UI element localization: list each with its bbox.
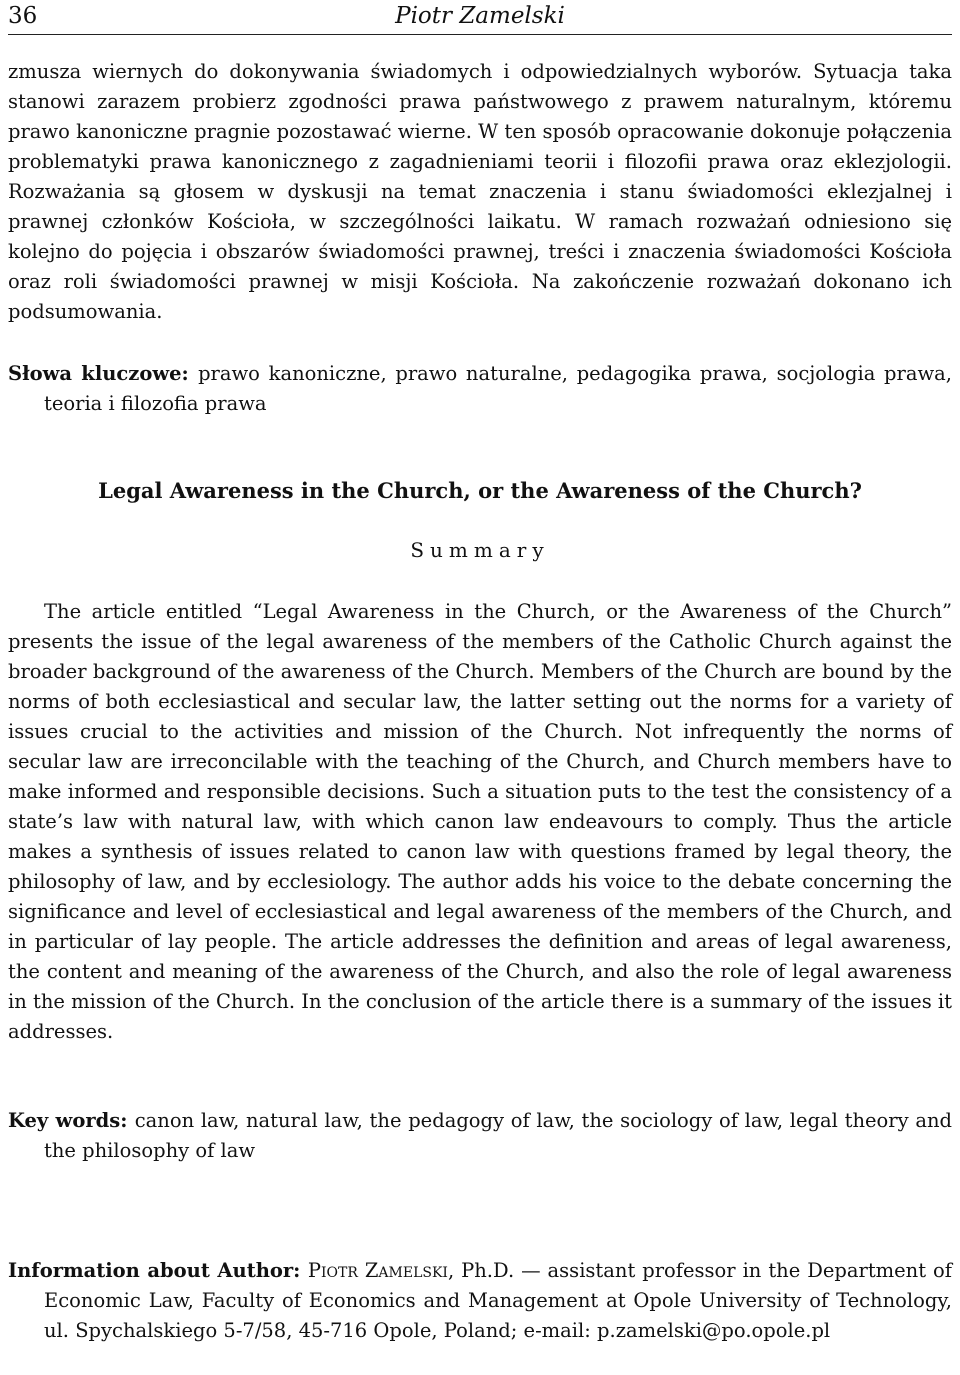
english-keywords-text: canon law, natural law, the pedagogy of law, the sociology of law, legal theory and the philosophy of law — [44, 1109, 952, 1162]
author-name: Piotr Zamelski — [307, 1259, 448, 1282]
page-header — [8, 0, 952, 35]
author-info-label: Information about Author: — [8, 1259, 308, 1282]
author-details: , Ph.D. — assistant professor in the Department of Economic Law, Faculty of Economics and Management at Opole University of Technology, ul. Spychalskiego 5-7/58, 45-716 Opole, Poland; e-mail: p.zamelski@po.opole.pl — [44, 1259, 952, 1342]
running-head: Piotr Zamelski — [395, 3, 565, 29]
page-number: 36 — [8, 3, 38, 29]
polish-keywords-label: Słowa kluczowe: — [8, 362, 199, 385]
english-keywords — [8, 1106, 952, 1166]
author-info — [8, 1256, 952, 1346]
english-title: Legal Awareness in the Church, or the Awareness of the Church? — [98, 478, 862, 503]
polish-keywords-text: prawo kanoniczne, prawo naturalne, pedagogika prawa, socjologia prawa, teoria i filozofia prawa — [44, 362, 953, 415]
english-keywords-label: Key words: — [8, 1109, 135, 1132]
english-abstract-text: The article entitled “Legal Awareness in the Church, or the Awareness of the Church” presents the issue of the legal awareness of the members of the Catholic Church against the broader background of the awareness of the Church. Members of the Church are bound by the norms of both ecclesiastical and secular law, the latter setting out the norms for a variety of issues crucial to the activities and mission of the Church. Not infrequently the norms of secular law are irreconcilable with the teaching of the Church, and Church members have to make informed and responsible decisions. Such a situation puts to the test the consistency of a state’s law with natural law, with which canon law endeavours to comply. Thus the article makes a synthesis of issues related to canon law with questions framed by legal theory, the philosophy of law, and by ecclesiology. The author adds his voice to the debate concerning the significance and level of ecclesiastical and legal awareness of the members of the Church, and in particular of lay people. The article addresses the definition and areas of legal awareness, the content and meaning of the awareness of the Church, and also the role of legal awareness in the mission of the Church. In the conclusion of the article there is a summary of the issues it addresses. — [8, 600, 952, 1043]
english-abstract — [8, 597, 952, 1047]
polish-keywords — [8, 359, 952, 419]
polish-abstract-text: zmusza wiernych do dokonywania świadomych i odpowiedzialnych wyborów. Sytuacja taka stanowi zarazem probierz zgodności prawa państwowego z prawem naturalnym, któremu prawo kanoniczne pragnie pozostawać wierne. W ten sposób opracowanie dokonuje połączenia problematyki prawa kanonicznego z zagadnieniami teorii i filozofii prawa oraz eklezjologii. Rozważania są głosem w dyskusji na temat znaczenia i stanu świadomości eklezjalnej i prawnej członków Kościoła, w szczególności laikatu. W ramach rozważań odniesiono się kolejno do pojęcia i obszarów świadomości prawnej, treści i znaczenia świadomości Kościoła oraz roli świadomości prawnej w misji Kościoła. Na zakończenie rozważań dokonano ich podsumowania. — [8, 60, 952, 323]
summary-heading: Summary — [410, 538, 550, 562]
polish-abstract — [8, 57, 952, 327]
page — [8, 0, 953, 1342]
